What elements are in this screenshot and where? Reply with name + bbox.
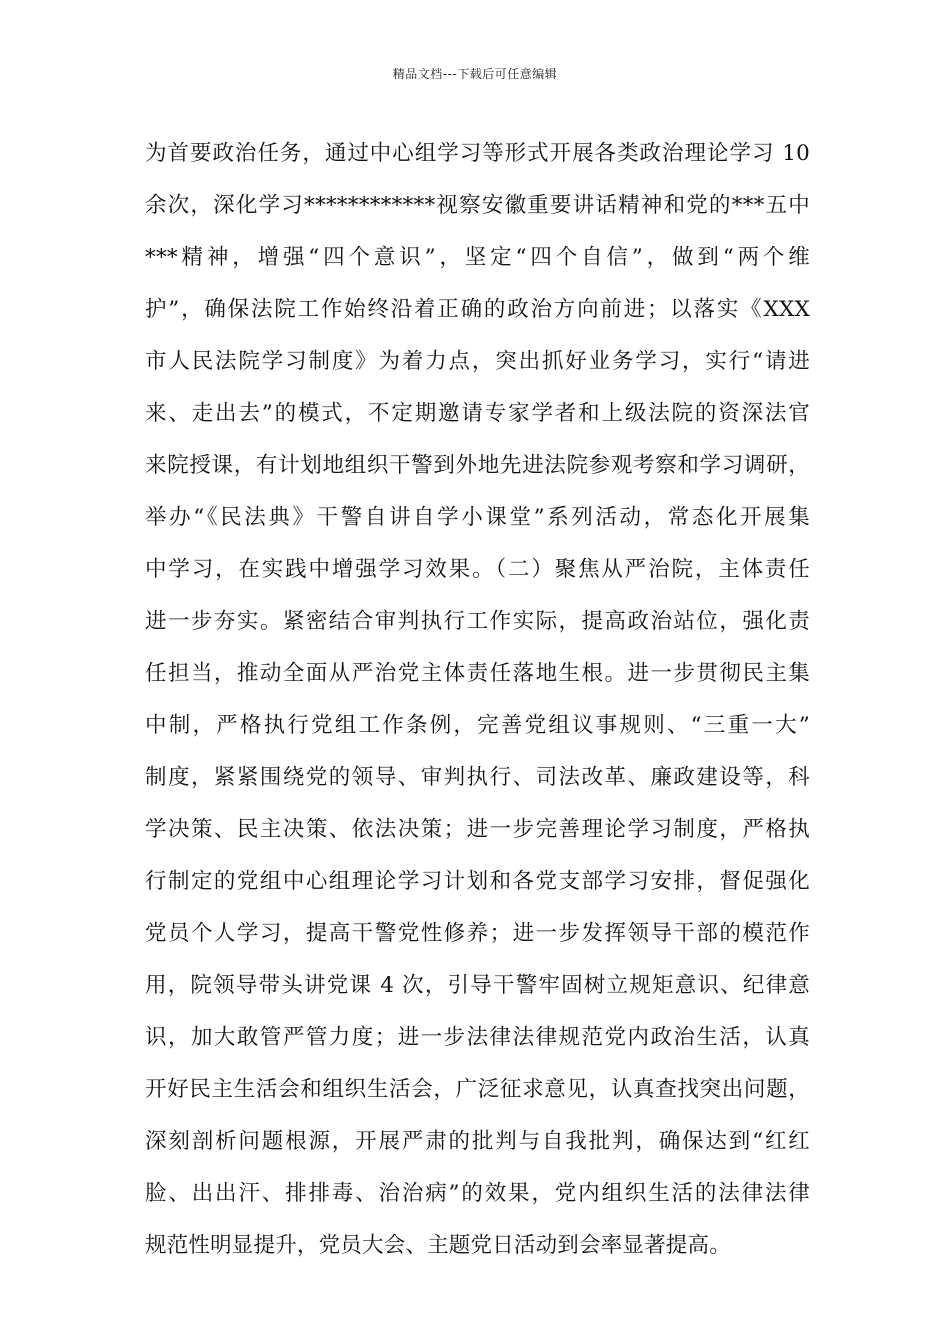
text-line: 举办“《民法典》干警自讲自学小课堂”系列活动，常态化开展集 [145,505,810,530]
body-paragraph [145,128,810,1272]
text-line: 规范性明显提升，党员大会、主题党日活动到会率显著提高。 [145,1233,731,1258]
text-line: 为首要政治任务，通过中心组学习等形式开展各类政治理论学习 10 [145,141,810,166]
text-line: 用，院领导带头讲党课 4 次，引导干警牢固树立规矩意识、纪律意 [145,973,810,998]
text-line: 行制定的党组中心组理论学习计划和各党支部学习安排，督促强化 [145,869,810,894]
text-line: 中制，严格执行党组工作条例，完善党组议事规则、“三重一大” [145,713,810,738]
text-line: 深刻剖析问题根源，开展严肃的批判与自我批判，确保达到“红红 [145,1129,810,1154]
text-line: 制度，紧紧围绕党的领导、审判执行、司法改革、廉政建设等，科 [145,765,810,790]
text-line: 中学习，在实践中增强学习效果。（二）聚焦从严治院，主体责任 [145,557,810,582]
text-line: 来院授课，有计划地组织干警到外地先进法院参观考察和学习调研， [145,453,810,478]
text-line: ***精神，增强“四个意识”，坚定“四个自信”，做到“两个维 [145,245,810,270]
text-line: 脸、出出汗、排排毒、治治病”的效果，党内组织生活的法律法律 [145,1181,810,1206]
text-line: 市人民法院学习制度》为着力点，突出抓好业务学习，实行“请进 [145,349,810,374]
text-line: 党员个人学习，提高干警党性修养；进一步发挥领导干部的模范作 [145,921,810,946]
text-line: 余次，深化学习************视察安徽重要讲话精神和党的***五中 [145,193,810,218]
text-line: 任担当，推动全面从严治党主体责任落地生根。进一步贯彻民主集 [145,661,810,686]
text-line: 学决策、民主决策、依法决策；进一步完善理论学习制度，严格执 [145,817,810,842]
text-line: 护”，确保法院工作始终沿着正确的政治方向前进；以落实《XXX [145,297,810,322]
text-line: 开好民主生活会和组织生活会，广泛征求意见，认真查找突出问题， [145,1077,810,1102]
text-line: 进一步夯实。紧密结合审判执行工作实际，提高政治站位，强化责 [145,609,810,634]
text-line: 来、走出去”的模式，不定期邀请专家学者和上级法院的资深法官 [145,401,810,426]
text-line: 识，加大敢管严管力度；进一步法律法律规范党内政治生活，认真 [145,1025,810,1050]
page-header: 精品文档---下载后可任意编辑 [392,67,558,81]
